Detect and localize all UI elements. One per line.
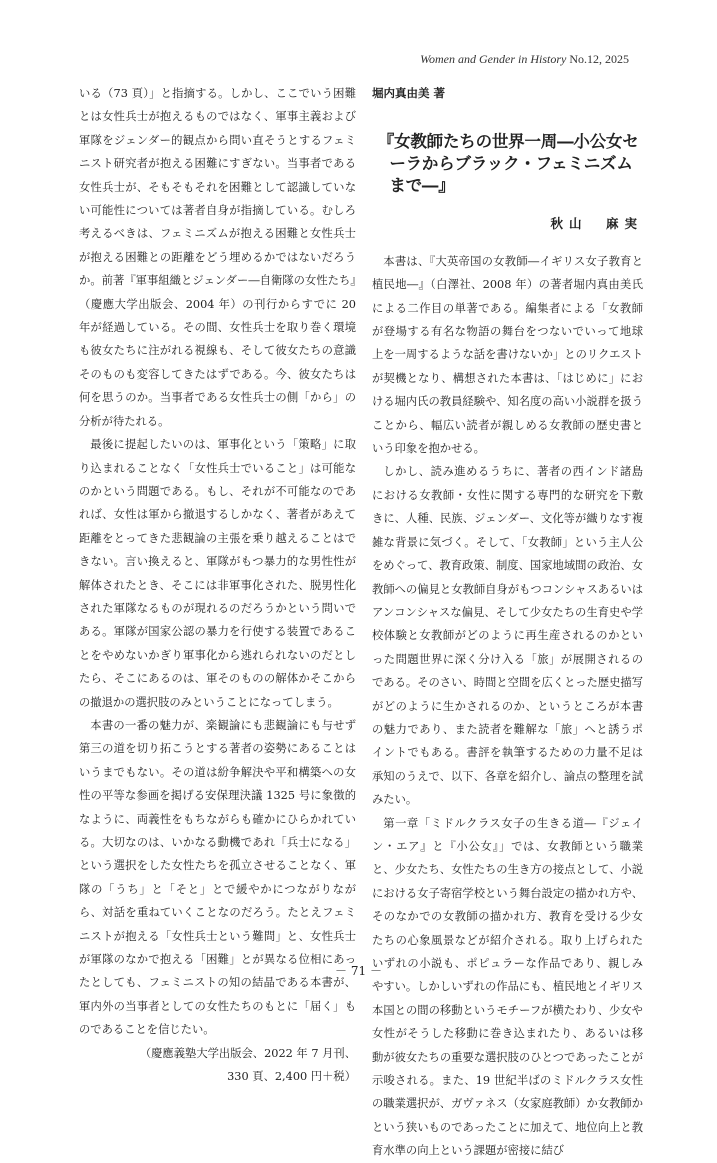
book-title: 『女教師たちの世界一周―小公女セーラからブラック・フェミニズムまで―』	[377, 132, 639, 196]
citation-line: （慶應義塾大学出版会、2022 年 7 月刊、	[139, 1046, 356, 1060]
issue-number: No.12, 2025	[569, 52, 629, 66]
body-paragraph: 第一章「ミドルクラス女子の生きる道―『ジェイン・エア』と『小公女』」では、女教師という職業と、少女たち、女性たちの生き方の接点として、小説における女子寄宿学校という舞台設定の描かれ方や、そのなかでの女教師の描かれ方、教育を受ける少女たちの心象風景などが紹介される。取り上げられたいずれの小説も、ポピュラーな作品であり、親しみやすい。しかしいずれの作品にも、植民地とイギリス本国との間の移動というモチーフが横たわり、少女や女性がそうした移動に巻き込まれたり、あるいは移動が彼女たちの重要な選択肢のひとつであったことが示唆される。また、19 世紀半ばのミドルクラス女性の職業選択が、ガヴァネス（女家庭教師）か女教師かという狭いものであったことに加えて、地位向上と教育水準の向上という課題が密接に結び	[372, 816, 644, 1158]
body-paragraph: いる（73 頁）」と指摘する。しかし、ここでいう困難とは女性兵士が抱えるものではなく、軍事主義および軍隊をジェンダー的観点から問い直そうとするフェミニスト研究者が抱える困難にすぎない。当事者である女性兵士が、そもそもそれを困難として認識していない可能性については著者自身が指摘している。むしろ考えるべきは、フェミニズムが抱える困難と女性兵士が抱える困難との距離をどう埋めるかではないだろうか。前著『軍事組織とジェンダー―自衛隊の女性たち』（慶應大学出版会、2004 年）の刊行からすでに 20 年が経過している。その間、女性兵士を取り巻く環境も彼女たちに注がれる視線も、そして彼女たちの意識そのものも変容してきたはずである。今、彼女たちは何を思うのか。当事者である女性兵士の側「から」の分析が待たれる。	[79, 87, 356, 428]
right-column	[372, 82, 643, 1163]
left-column	[79, 82, 356, 1088]
body-paragraph: しかし、読み進めるうちに、著者の西インド諸島における女教師・女性に関する専門的な研究を下敷きに、人種、民族、ジェンダー、文化等が織りなす複雑な背景に気づく。そして、「女教師」という主人公をめぐって、教育政策、制度、国家地域間の政治、女教師への偏見と女教師自身がもつコンシャスあるいはアンコンシャスな偏見、そして少女たちの生育史や学校体験と女教師がどのように再生産されるのかといった問題世界に深く分け入る「旅」が展開されるのである。そのさい、時間と空間を広くとった歴史描写がどのように生かされるのか、というところが本書の魅力であり、また読者を難解な「旅」へと誘うポイントでもある。書評を執筆するための力量不足は承知のうえで、以下、各章を紹介し、論点の整理を試みたい。	[372, 465, 643, 807]
body-paragraph: 本書は、『大英帝国の女教師―イギリス女子教育と植民地―』（白澤社、2008 年）の著者堀内真由美氏による二作目の単著である。編集者による「女教師が登場する有名な物語の舞台をつないでいって地球上を一周するような話を書けないか」とのリクエストが契機となり、構想された本書は、「はじめに」における堀内氏の教員経験や、知名度の高い小説群を扱うことから、幅広い読者が親しめる女教師の歴史書という印象を抱かせる。	[372, 254, 643, 456]
body-paragraph: 最後に提起したいのは、軍事化という「策略」に取り込まれることなく「女性兵士でいること」は可能なのかという問題である。もし、それが不可能なのであれば、女性は軍から撤退するしかなく、著者があえて距離をとってきた悲観論の主張を乗り越えることはできない。言い換えると、軍隊がもつ暴力的な男性性が解体されたとき、そこには非軍事化された、脱男性化された軍隊なるものが現れるのだろうかという問いである。軍隊が国家公認の暴力を行使する装置であることをやめないかぎり軍事化から逃れられないのだとしたら、そこにあるのは、軍そのものの解体かそこからの撤退かの選択肢のみということになってしまう。	[79, 438, 356, 709]
book-author: 堀内真由美 著	[372, 86, 446, 100]
reviewer-name: 秋山 麻実	[550, 216, 643, 232]
citation-line: 330 頁、2,400 円＋税）	[227, 1070, 356, 1084]
body-paragraph: 本書の一番の魅力が、楽観論にも悲観論にも与せず第三の道を切り拓こうとする著者の姿勢にあることはいうまでもない。その道は紛争解決や平和構築への女性の平等な参画を掲げる安保理決議 1325 号に象徴的なように、両義性をもちながらも確かにひらかれている。大切なのは、いかなる動機であれ「兵士になる」という選択をした女性たちを孤立させることなく、軍隊の「うち」と「そと」とで緩やかにつながりながら、対話を重ねていくことなのだろう。たとえフェミニストが抱える「女性兵士という難問」と、女性兵士が軍隊のなかで抱える「困難」とが異なる位相にあったとしても、フェミニストの知の結晶である本書が、軍内外の当事者としての女性たちのもとに「届く」ものであることを信じたい。	[79, 718, 356, 1037]
running-header	[420, 52, 629, 67]
page-number: － 71 －	[335, 964, 382, 978]
journal-name: Women and Gender in History	[420, 52, 567, 66]
